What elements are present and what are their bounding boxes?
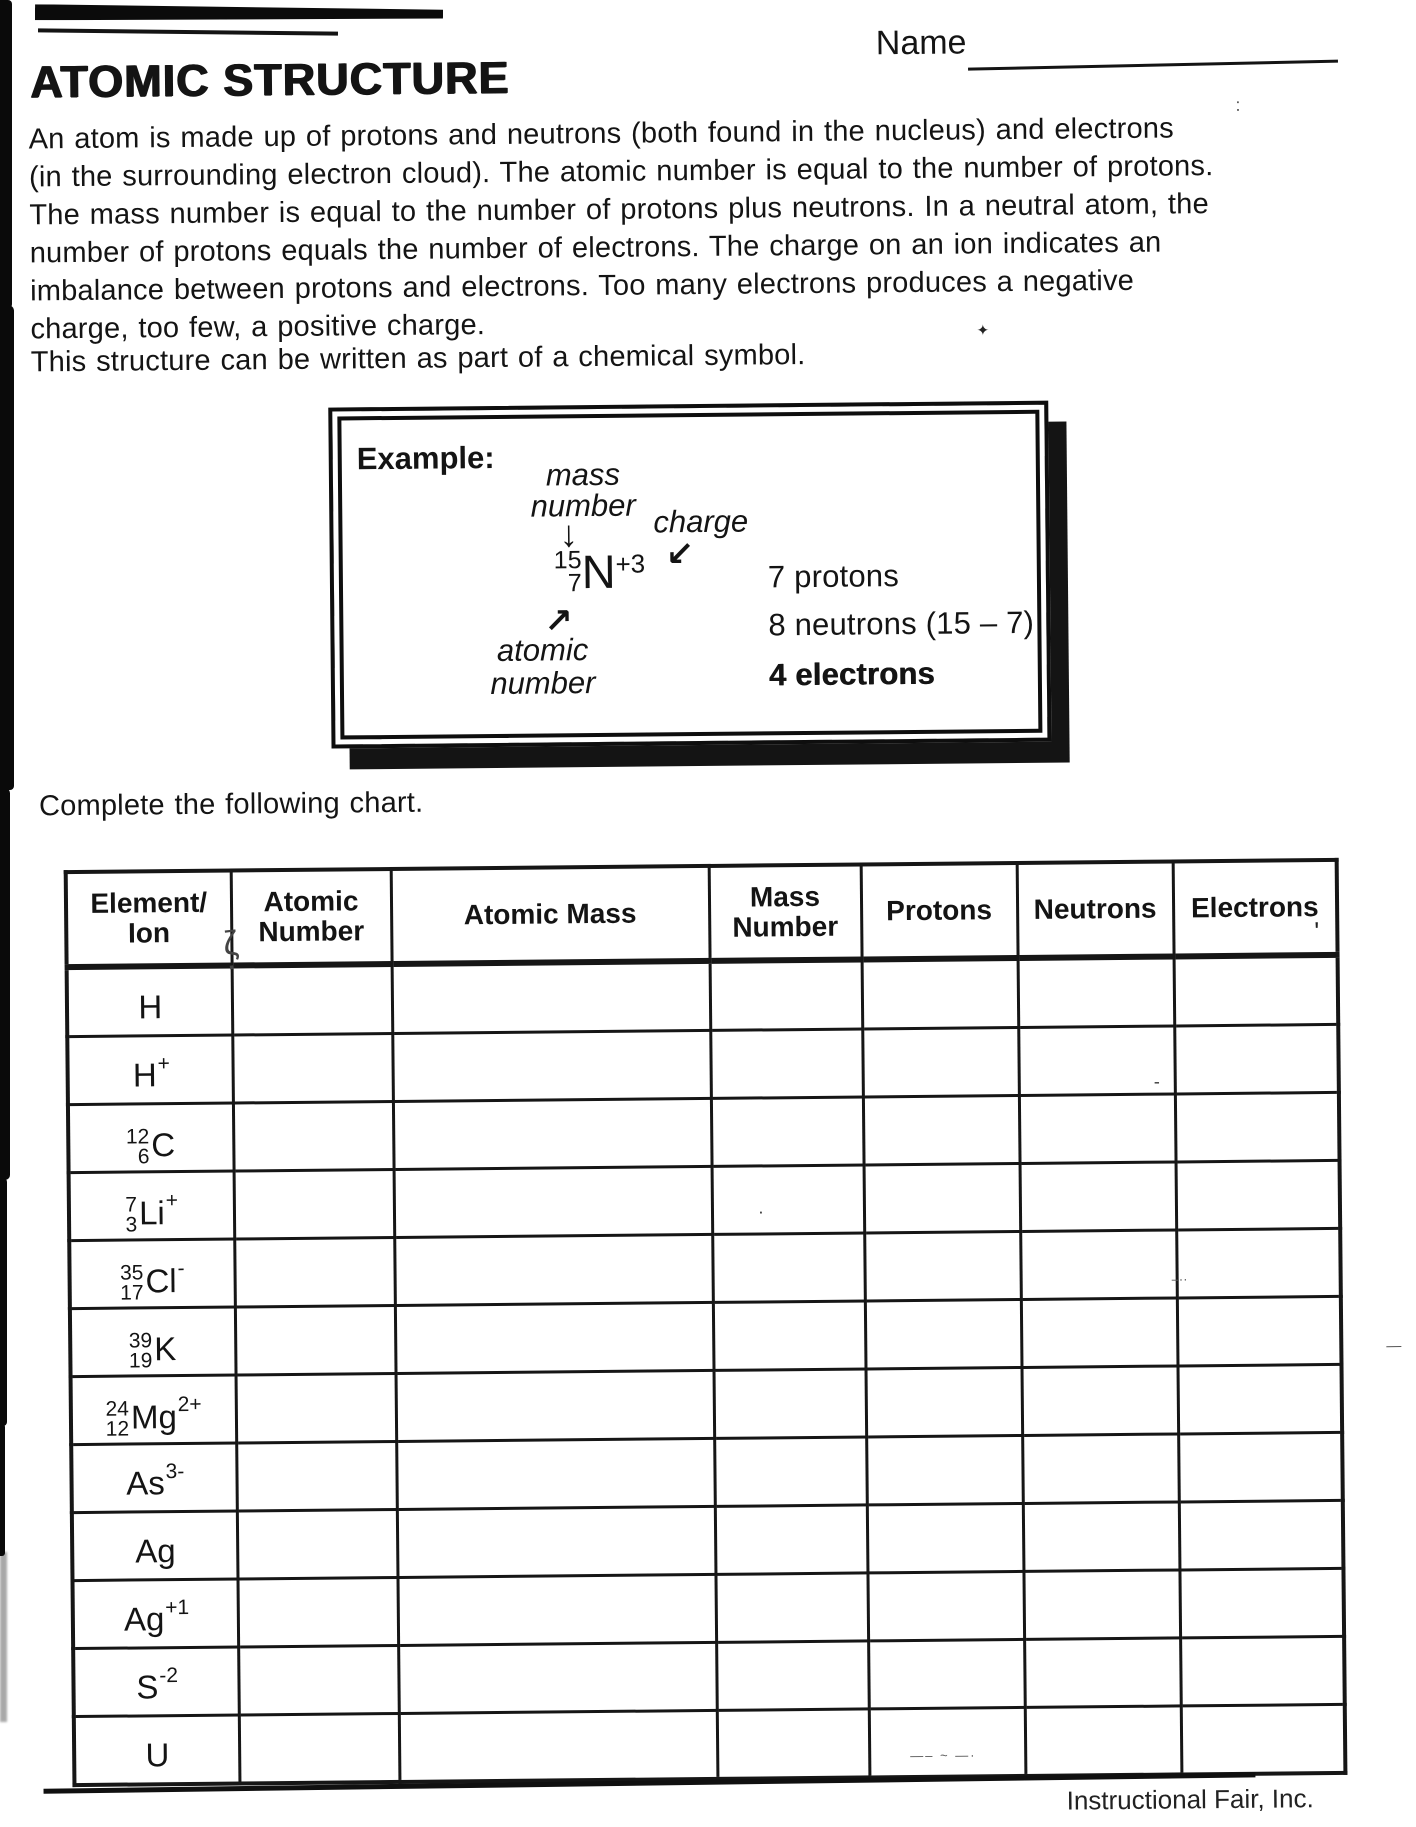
example-box [328,401,1051,749]
blank-cell[interactable] [1024,1638,1181,1707]
mass-number-label: mass number [530,456,636,524]
blank-cell[interactable] [711,1097,864,1166]
blank-cell[interactable] [236,1441,397,1511]
blank-cell[interactable] [712,1233,865,1302]
ink-smudge: ζ · [221,923,241,986]
blank-cell[interactable] [1180,1636,1345,1706]
blank-cell[interactable] [396,1370,715,1441]
blank-cell[interactable] [1176,1160,1341,1230]
column-header-element-ion: Element/ Ion [66,871,232,968]
blank-cell[interactable] [864,1163,1021,1232]
element-ion-cell: As 3- [71,1443,237,1513]
blank-cell[interactable] [234,1169,395,1239]
blank-cell[interactable] [864,1231,1021,1300]
table-row [73,1568,1345,1648]
element-ion-cell: 7 3 Li + [69,1171,235,1241]
ink-speck: — [1386,1337,1402,1355]
charge-superscript: +3 [615,548,646,579]
blank-cell[interactable] [1020,1230,1177,1299]
ink-speck: ' [1314,916,1320,947]
blank-cell[interactable] [1178,1432,1343,1502]
blank-cell[interactable] [1023,1502,1180,1571]
down-arrow-icon: ↓ [559,513,579,555]
example-label: Example: [356,439,495,477]
down-left-arrow-icon: ↙ [665,535,695,574]
atomic-number-subscript: 7 [567,569,582,598]
header-row [66,860,1338,967]
blank-cell[interactable] [710,959,863,1030]
charge-label: charge [653,503,749,540]
blank-cell[interactable] [1177,1296,1342,1366]
blank-cell[interactable] [232,964,393,1035]
table-row [71,1432,1343,1512]
blank-cell[interactable] [392,961,711,1034]
ink-speck: - [1153,1071,1160,1092]
blank-cell[interactable] [1179,1568,1344,1638]
blank-cell[interactable] [235,1305,396,1375]
ink-speck: ✦ [976,322,990,340]
blank-cell[interactable] [867,1571,1024,1640]
name-input-line[interactable] [968,60,1338,71]
blank-cell[interactable] [233,1101,394,1171]
blank-cell[interactable] [398,1642,717,1713]
column-header-electrons: Electrons [1173,860,1338,957]
blank-cell[interactable] [714,1437,867,1506]
blank-cell[interactable] [1018,956,1175,1027]
blank-cell[interactable] [714,1369,867,1438]
ink-speck: : [1235,94,1241,115]
blank-cell[interactable] [1021,1298,1178,1367]
blank-cell[interactable] [238,1645,399,1715]
blank-cell[interactable] [397,1506,716,1577]
atomic-number-label: atomic number [490,632,596,702]
table-row [67,955,1339,1037]
footer-credit-cropped: Instructional Fair, Inc. [1066,1783,1314,1816]
blank-cell[interactable] [715,1573,868,1642]
blank-cell[interactable] [237,1509,398,1579]
blank-cell[interactable] [862,1027,1019,1096]
mass-number-superscript: 15 [553,546,582,575]
blank-cell[interactable] [866,1435,1023,1504]
blank-cell[interactable] [394,1166,713,1237]
blank-cell[interactable] [868,1639,1025,1708]
table-row [71,1364,1343,1444]
blank-cell[interactable] [863,1095,1020,1164]
blank-cell[interactable] [1181,1704,1346,1774]
element-ion-cell: H [67,966,233,1037]
blank-cell[interactable] [397,1574,716,1645]
isotope-symbol [553,544,646,599]
table-row [70,1296,1342,1376]
column-header-atomic-mass: Atomic Mass [391,866,710,964]
table-row [67,1024,1339,1104]
blank-cell[interactable] [710,1029,863,1098]
blank-cell[interactable] [1022,1366,1179,1435]
blank-cell[interactable] [1018,1026,1175,1095]
blank-cell[interactable] [392,1030,711,1101]
example-fact-neutrons: 8 neutrons (15 – 7) [768,604,1035,643]
blank-cell[interactable] [1023,1570,1180,1639]
blank-cell[interactable] [237,1577,398,1647]
blank-cell[interactable] [393,1098,712,1169]
table-row [73,1636,1345,1716]
blank-cell[interactable] [1022,1434,1179,1503]
blank-cell[interactable] [1019,1094,1176,1163]
page-title: ATOMIC STRUCTURE [29,51,510,108]
blank-cell[interactable] [712,1165,865,1234]
blank-cell[interactable] [1174,1024,1339,1094]
blank-cell[interactable] [239,1713,400,1783]
intro-paragraph: An atom is made up of protons and neutrons (both found in the nucleus) and electrons (in the surrounding electron cloud). The atomic number is equal to the number of protons. The mass number is equal to the number of protons plus neutrons. In a neutral atom, the number of protons equals the number of electrons. The charge on an ion indicates an imbalance between protons and electrons. Too many electrons produces a negative charge, too few, a positive charge. [28,112,1214,346]
example-fact-protons: 7 protons [767,558,900,595]
ink-speck: –·· [1171,1271,1188,1287]
ink-speck: · [757,1201,765,1222]
table-row [72,1500,1344,1580]
name-label: Name [875,23,967,63]
element-ion-cell: 35 17 Cl - [69,1239,235,1309]
blank-cell[interactable] [1020,1162,1177,1231]
up-right-arrow-icon: ↗ [544,602,574,641]
ink-speck: —– ~ —· [910,1747,977,1764]
blank-cell[interactable] [232,1033,393,1103]
blank-cell[interactable] [717,1709,870,1779]
element-ion-cell: U [74,1715,240,1785]
blank-cell[interactable] [399,1710,718,1782]
blank-cell[interactable] [1176,1228,1341,1298]
example-fact-electrons: 4 electrons [768,655,935,693]
table-row [69,1228,1341,1308]
element-ion-cell: H + [67,1035,233,1105]
element-ion-cell: 39 19 K [70,1307,236,1377]
blank-cell[interactable] [396,1438,715,1509]
structure-note: This structure can be written as part of a chemical symbol. [30,338,806,379]
blank-cell[interactable] [234,1237,395,1307]
element-symbol: N [581,544,616,599]
blank-cell[interactable] [713,1301,866,1370]
blank-cell[interactable] [869,1707,1026,1777]
column-header-protons: Protons [861,863,1018,959]
element-ion-cell: 24 12 Mg 2+ [71,1375,237,1445]
column-header-neutrons: Neutrons [1017,861,1174,957]
element-ion-cell: Ag [72,1511,238,1581]
blank-cell[interactable] [1025,1706,1182,1776]
blank-cell[interactable] [394,1234,713,1305]
blank-cell[interactable] [1175,1092,1340,1162]
blank-cell[interactable] [716,1641,869,1710]
isotope-number-stack [553,546,582,598]
element-ion-cell: 12 6 C [68,1103,234,1173]
blank-cell[interactable] [865,1299,1022,1368]
atomic-structure-chart [64,858,1348,1787]
blank-cell[interactable] [866,1367,1023,1436]
table-row [68,1092,1340,1172]
element-ion-cell: Ag +1 [73,1579,239,1649]
column-header-mass-number: Mass Number [709,864,862,960]
blank-cell[interactable] [1177,1364,1342,1434]
blank-cell[interactable] [1174,955,1339,1026]
blank-cell[interactable] [395,1302,714,1373]
table-row [69,1160,1341,1240]
blank-cell[interactable] [862,958,1019,1029]
chart-instruction: Complete the following chart. [38,786,424,823]
blank-cell[interactable] [715,1505,868,1574]
blank-cell[interactable] [236,1373,397,1443]
column-header-atomic-number: Atomic Number [231,869,392,966]
blank-cell[interactable] [1179,1500,1344,1570]
blank-cell[interactable] [867,1503,1024,1572]
element-ion-cell: S -2 [73,1647,239,1717]
